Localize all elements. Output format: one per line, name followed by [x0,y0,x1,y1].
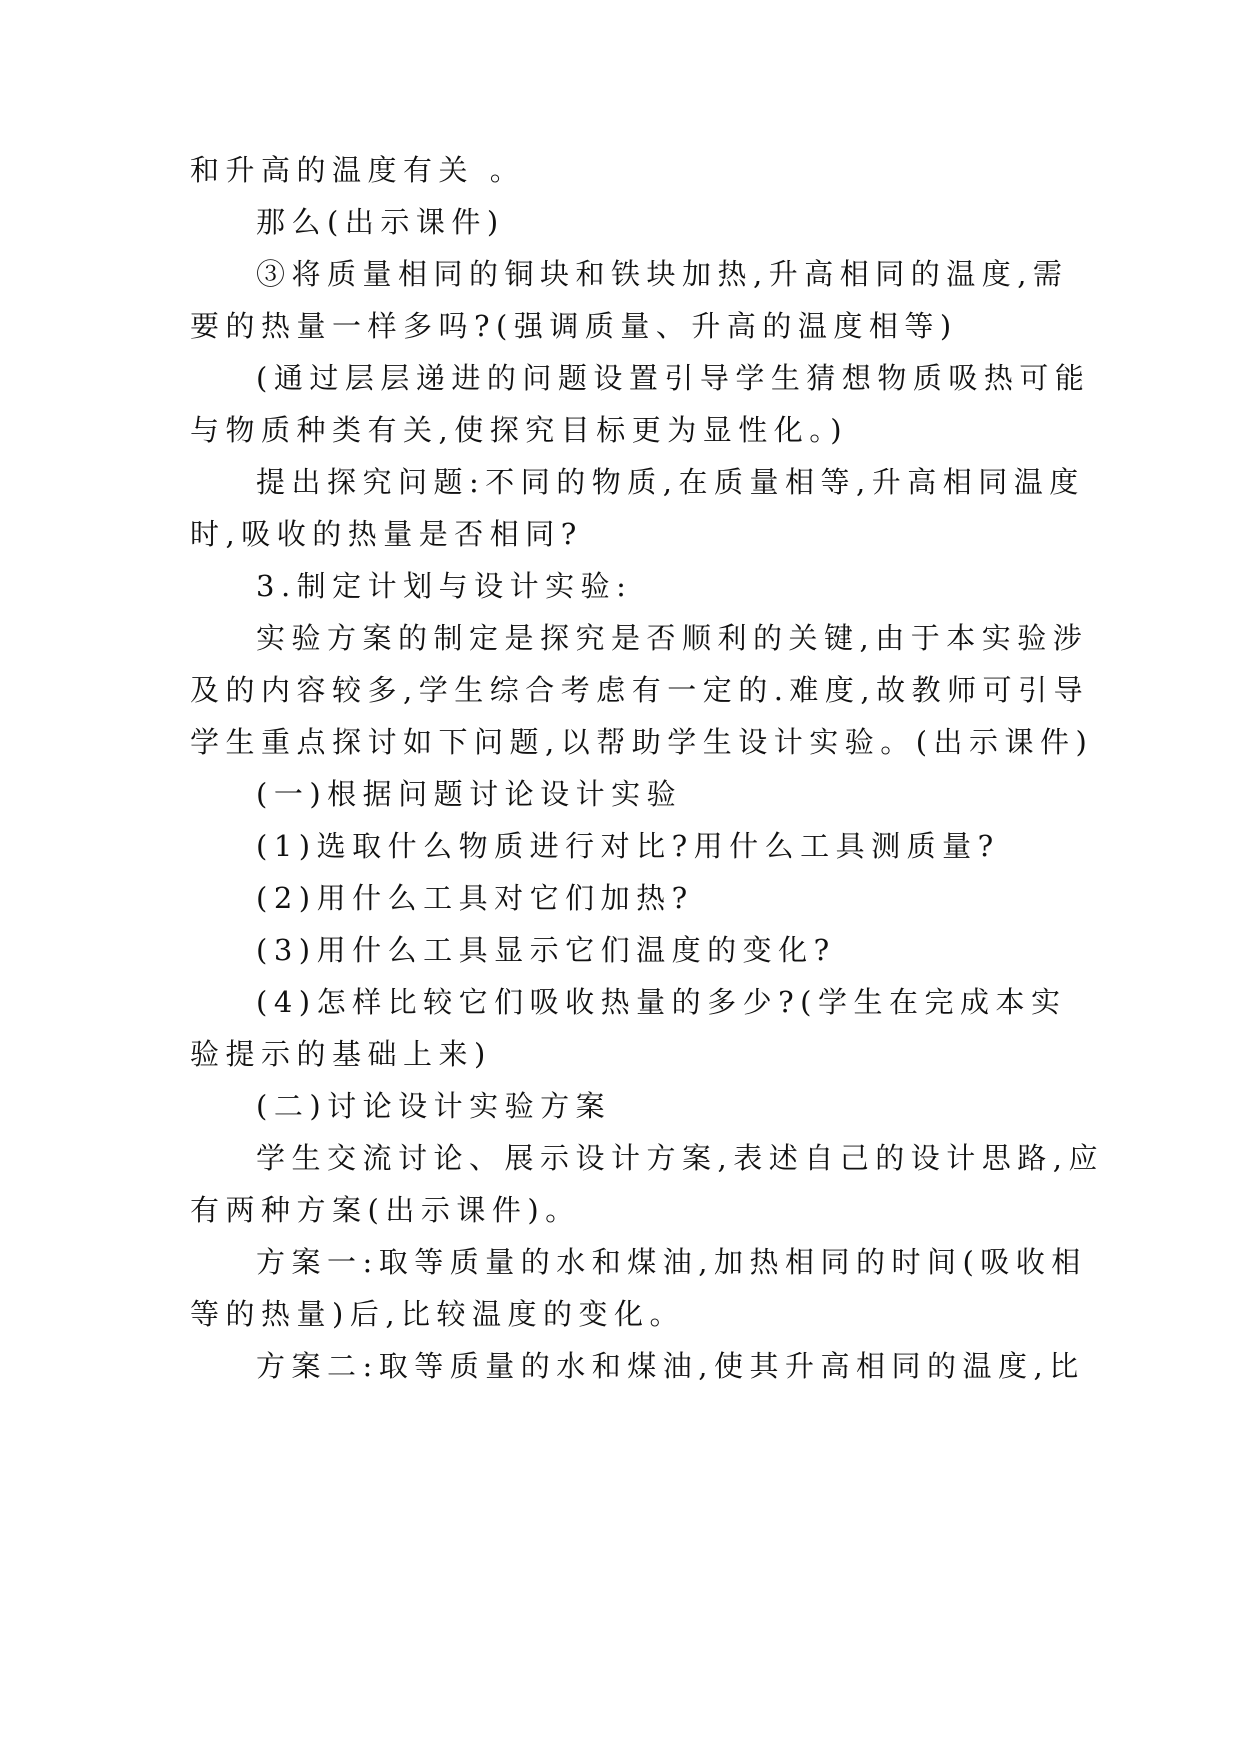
text-line: 及的内容较多,学生综合考虑有一定的.难度,故教师可引导 [190,673,1090,707]
text-line: 学生交流讨论、展示设计方案,表述自己的设计思路,应 [256,1141,1104,1175]
text-line: 与物质种类有关,使探究目标更为显性化。) [190,413,849,447]
text-line: (通过层层递进的问题设置引导学生猜想物质吸热可能 [256,361,1091,395]
text-line: 学生重点探讨如下问题,以帮助学生设计实验。(出示课件) [190,725,1094,759]
text-line: 提出探究问题:不同的物质,在质量相等,升高相同温度 [256,465,1085,499]
text-line: 方案一:取等质量的水和煤油,加热相同的时间(吸收相 [256,1245,1087,1279]
subsection-heading: (一)根据问题讨论设计实验 [256,777,683,811]
subsection-heading: (二)讨论设计实验方案 [256,1089,612,1123]
text-line: 那么(出示课件) [256,205,505,239]
text-line: 实验方案的制定是探究是否顺利的关键,由于本实验涉 [256,621,1089,655]
section-heading: 3.制定计划与设计实验: [256,569,633,603]
text-line: 方案二:取等质量的水和煤油,使其升高相同的温度,比 [256,1349,1085,1383]
list-item: (4)怎样比较它们吸收热量的多少?(学生在完成本实 [256,985,1067,1019]
list-item: (2)用什么工具对它们加热? [256,881,694,915]
text-line: 时,吸收的热量是否相同? [190,517,583,551]
text-line: 要的热量一样多吗?(强调质量、升高的温度相等) [190,309,958,343]
text-line: 有两种方案(出示课件)。 [190,1193,581,1227]
list-item: (3)用什么工具显示它们温度的变化? [256,933,836,967]
text-line: 和升高的温度有关 。 [190,153,526,187]
text-line: 验提示的基础上来) [190,1037,492,1071]
text-line: 等的热量)后,比较温度的变化。 [190,1297,686,1331]
text-line: ③将质量相同的铜块和铁块加热,升高相同的温度,需 [256,257,1069,291]
list-item: (1)选取什么物质进行对比?用什么工具测质量? [256,829,1000,863]
